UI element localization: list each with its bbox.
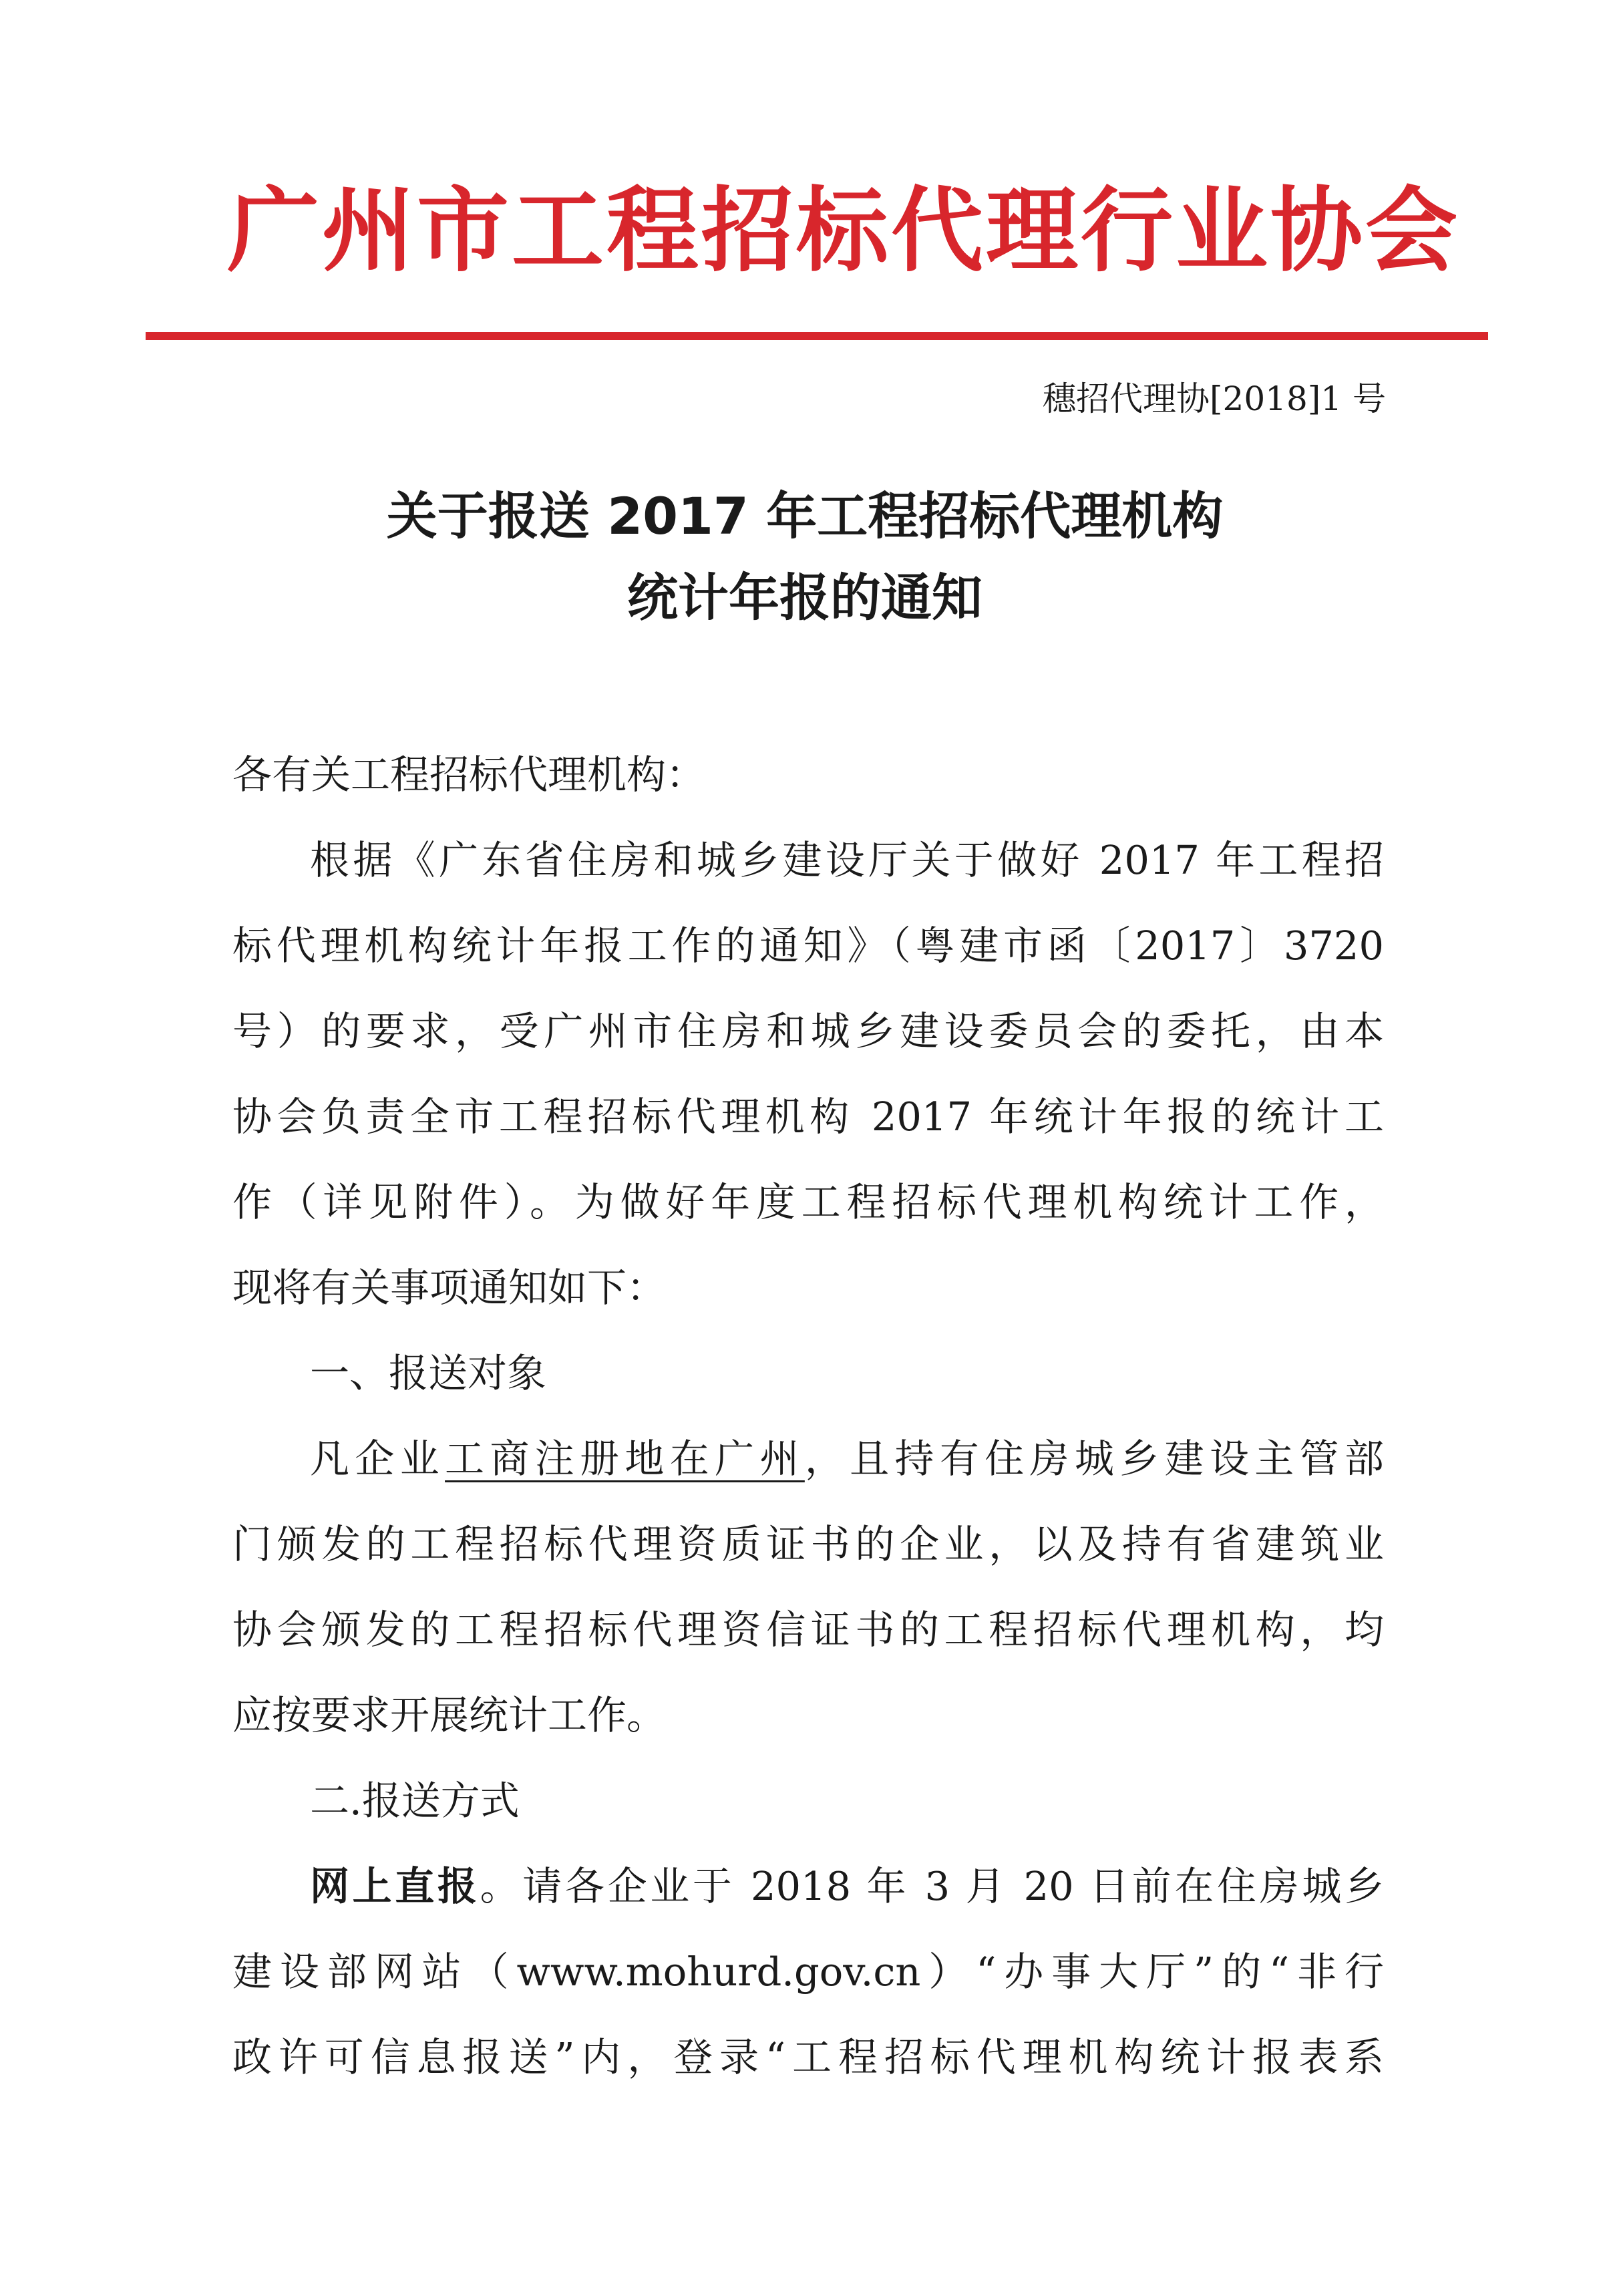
document-body bbox=[232, 732, 1384, 2100]
document-title-line-1: 关于报送 2017 年工程招标代理机构 bbox=[386, 486, 1224, 546]
paragraph-3-rest: 。请各企业于 2018 年 3 月 20 日前在住房城乡 bbox=[480, 1863, 1384, 1909]
paragraph-2-line: 协会颁发的工程招标代理资信证书的工程招标代理机构，均 bbox=[232, 1607, 1384, 1653]
section-2-heading: 二.报送方式 bbox=[310, 1778, 520, 1824]
paragraph-1-line: 标代理机构统计年报工作的通知》（粤建市函〔2017〕3720 bbox=[232, 923, 1384, 969]
paragraph-1-line: 协会负责全市工程招标代理机构 2017 年统计年报的统计工 bbox=[232, 1094, 1384, 1140]
paragraph-2-prefix: 凡企业 bbox=[310, 1436, 445, 1482]
paragraph-1-line: 号）的要求，受广州市住房和城乡建设委员会的委托，由本 bbox=[232, 1008, 1384, 1054]
paragraph-2-line: 门颁发的工程招标代理资质证书的企业，以及持有省建筑业 bbox=[232, 1521, 1384, 1567]
paragraph-3-first-line bbox=[232, 1844, 1384, 1929]
paragraph-3-line: 政许可信息报送”内，登录“工程招标代理机构统计报表系 bbox=[232, 2034, 1384, 2080]
paragraph-3-line: 建设部网站（www.mohurd.gov.cn）“办事大厅”的“非行 bbox=[232, 1949, 1384, 1995]
paragraph-1-line: 现将有关事项通知如下： bbox=[232, 1265, 667, 1311]
paragraph-1-line: 根据《广东省住房和城乡建设厅关于做好 2017 年工程招 bbox=[310, 837, 1384, 883]
paragraph-2-line: 应按要求开展统计工作。 bbox=[232, 1692, 667, 1738]
online-report-label: 网上直报 bbox=[310, 1863, 480, 1909]
section-1-heading: 一、报送对象 bbox=[310, 1350, 547, 1396]
document-number: 穗招代理协[2018]1 号 bbox=[1043, 379, 1386, 418]
paragraph-2-rest: ，且持有住房城乡建设主管部 bbox=[804, 1436, 1384, 1482]
paragraph-1-line: 作（详见附件）。为做好年度工程招标代理机构统计工作， bbox=[232, 1179, 1384, 1225]
paragraph-2-first-line bbox=[232, 1416, 1384, 1502]
underlined-registration-text: 工商注册地在广州 bbox=[445, 1436, 805, 1482]
letterhead-divider bbox=[146, 332, 1488, 340]
organization-letterhead: 广州市工程招标代理行业协会 bbox=[227, 176, 1461, 285]
document-title-line-2: 统计年报的通知 bbox=[627, 568, 982, 627]
salutation: 各有关工程招标代理机构： bbox=[232, 752, 706, 798]
